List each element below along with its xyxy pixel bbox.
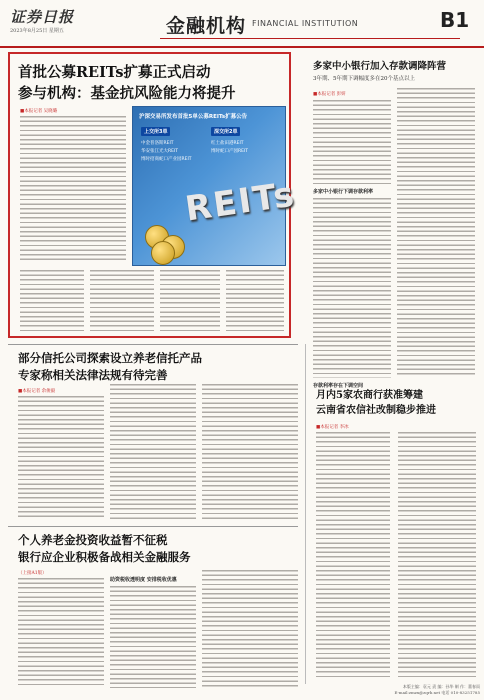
mid-headline-line2[interactable]: 专家称相关法律法规有待完善 xyxy=(18,368,168,382)
bottom-headline-line1[interactable]: 个人养老金投资收益暂不征税 xyxy=(18,533,168,547)
sh-item: 博时招商蛇口产业园REIT xyxy=(141,157,192,162)
side-body xyxy=(397,88,475,378)
lead-body-col4 xyxy=(160,270,220,332)
right-headline-line1[interactable]: 月内5家农商行获准筹建 xyxy=(316,390,423,401)
infographic-headline: 沪深交易所发布首批5单公募REITs扩募公告 xyxy=(139,114,248,120)
side-headline[interactable]: 多家中小银行加入存款调降阵营 xyxy=(313,61,447,72)
bottom-subhead: 助资税收透明度 安排税收优惠 xyxy=(110,577,177,583)
issue-date: 2023年8月25日 星期五 xyxy=(10,28,64,34)
lead-body-col3 xyxy=(90,270,154,332)
sz-item: 红土盐田港REIT xyxy=(211,141,244,146)
mid-body xyxy=(110,384,196,520)
bottom-body xyxy=(18,578,104,688)
sz-item: 博时蛇口产园REIT xyxy=(211,149,249,154)
lead-body-col5 xyxy=(226,270,284,332)
side-subhead: 多家中小银行下调存款利率 xyxy=(313,189,374,195)
reits-logo: REITs xyxy=(182,174,299,230)
mid-body xyxy=(18,396,104,520)
lead-headline-line1[interactable]: 首批公募REITs扩募正式启动 xyxy=(18,64,211,81)
mid-headline-line1[interactable]: 部分信托公司探索设立养老信托产品 xyxy=(18,351,202,365)
lead-headline-line2[interactable]: 参与机构：基金抗风险能力将提升 xyxy=(18,85,236,102)
sh-item: 华安张江光大REIT xyxy=(141,149,179,154)
footer-editors: 本版主编：袁元 责 编：孙华 制 作：董春雨 xyxy=(402,684,480,689)
bottom-headline-line2[interactable]: 银行应企业积极备战相关金融服务 xyxy=(18,550,191,564)
page-number: B1 xyxy=(440,8,470,32)
divider xyxy=(8,526,298,527)
divider xyxy=(8,344,298,345)
paper-name: 证券日报 xyxy=(10,8,75,26)
right-headline-line2[interactable]: 云南省农信社改制稳步推进 xyxy=(316,405,436,416)
mid-body xyxy=(202,384,298,520)
footer-contact: E-mail:zmzx@zqrb.net 电话 010-83251785 xyxy=(394,690,480,695)
tag-shanghai: 上交所3单 xyxy=(141,127,170,136)
sh-item: 中金普洛斯REIT xyxy=(141,141,174,146)
right-headline[interactable] xyxy=(316,388,476,418)
bottom-headline[interactable] xyxy=(18,532,278,566)
mid-headline[interactable] xyxy=(18,350,278,384)
column-divider xyxy=(305,344,306,684)
right-byline: ■本报记者 李冰 xyxy=(316,425,349,430)
section-rule xyxy=(160,38,460,39)
mid-byline: ■本报记者 余俊毅 xyxy=(18,389,56,394)
lead-body-col1 xyxy=(20,116,126,262)
right-body xyxy=(398,432,476,678)
section-title: 金融机构 xyxy=(166,15,247,37)
footer xyxy=(380,684,480,696)
side-subheadline: 3年期、5年期下调幅度多在20个基点以上 xyxy=(313,76,415,82)
lead-body-col2 xyxy=(20,270,84,332)
bottom-body xyxy=(110,586,196,688)
bottom-byline: （上接A1版） xyxy=(18,571,47,576)
masthead xyxy=(0,0,484,48)
side-byline: ■本报记者 彭妍 xyxy=(313,92,346,97)
lead-headline[interactable] xyxy=(18,62,288,104)
side-body xyxy=(313,198,391,378)
tag-shenzhen: 深交所2单 xyxy=(211,127,240,136)
lead-byline: ■本报记者 吴晓璐 xyxy=(20,109,58,114)
side-body xyxy=(313,100,391,184)
right-body xyxy=(316,432,390,678)
reits-infographic xyxy=(132,106,299,266)
coin-icon xyxy=(151,241,175,265)
section-title-en: FINANCIAL INSTITUTION xyxy=(252,19,359,28)
bottom-body xyxy=(202,570,298,688)
side-subhead: 存款利率存在下调空间 xyxy=(313,383,364,389)
